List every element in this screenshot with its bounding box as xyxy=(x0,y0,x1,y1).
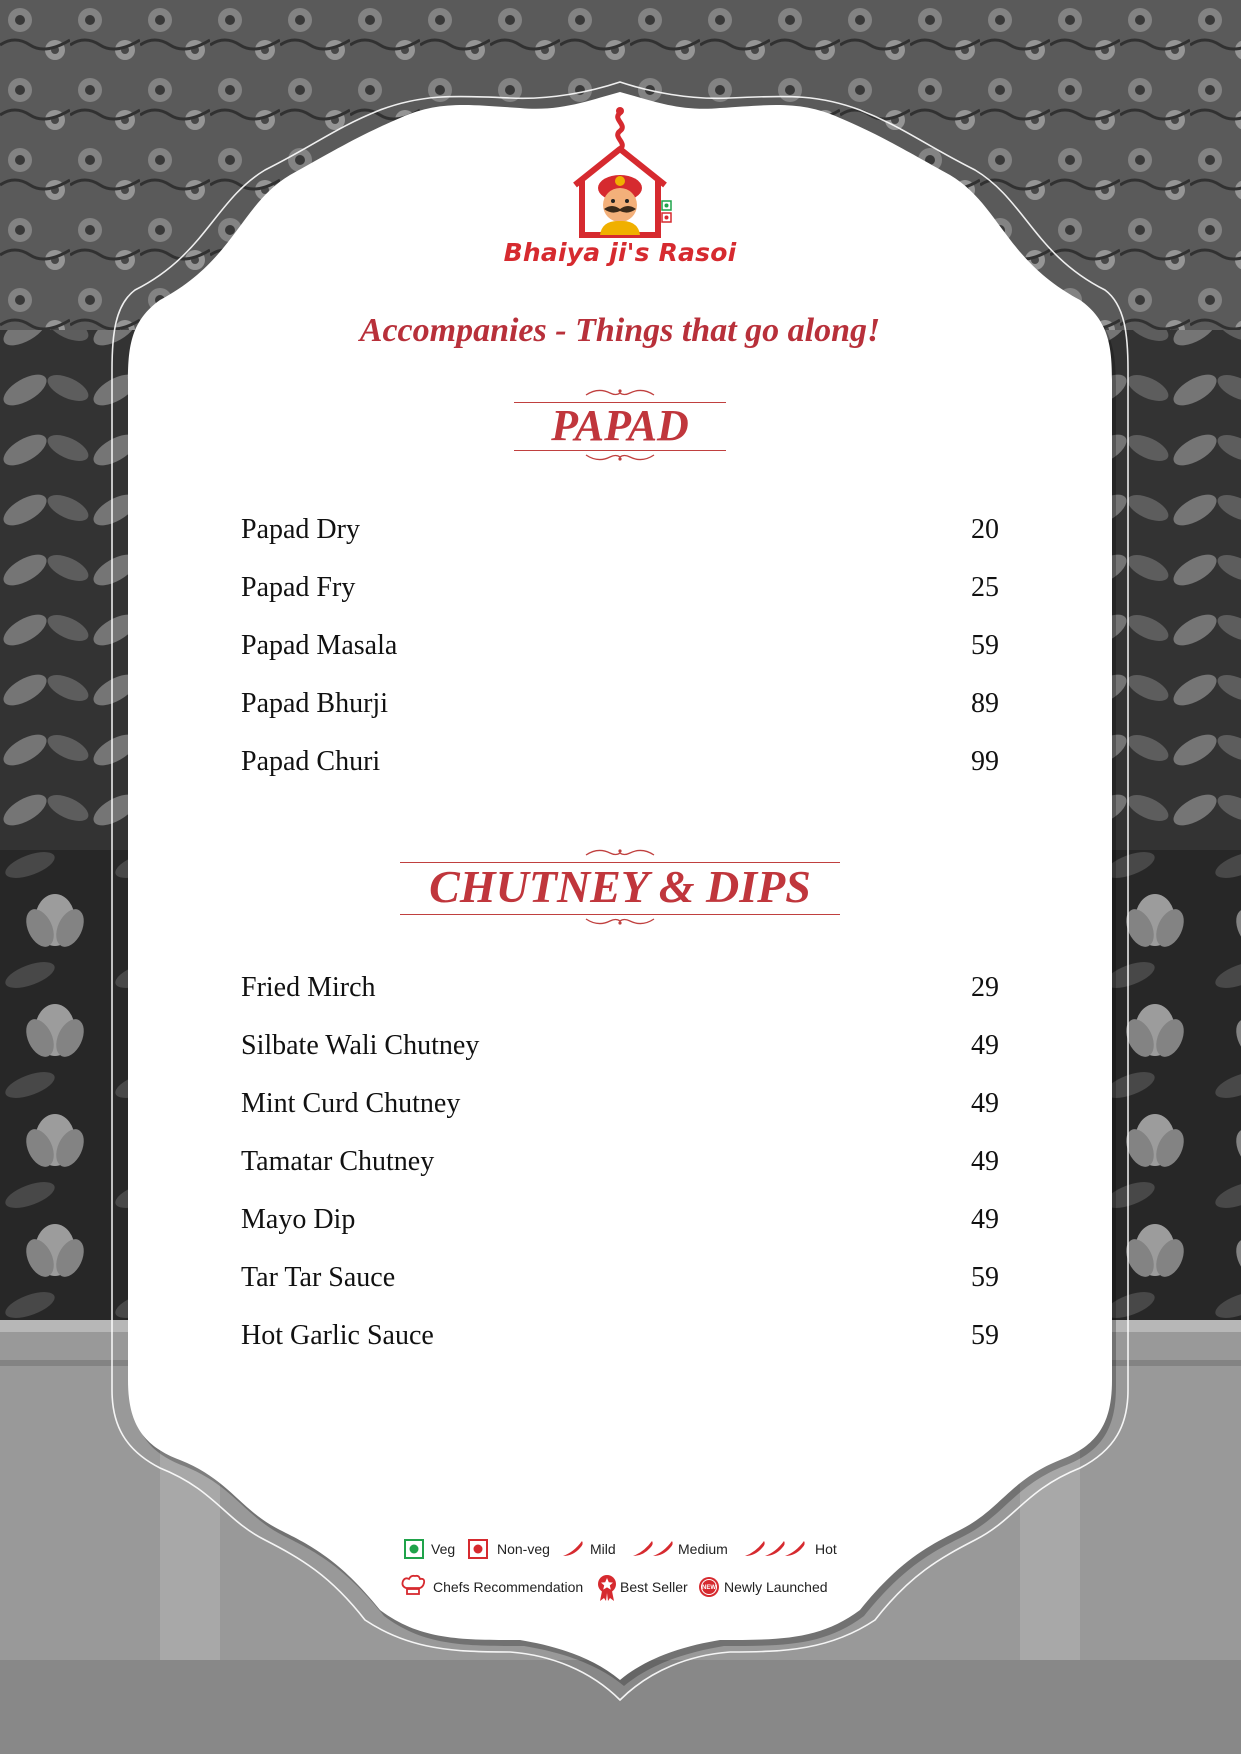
item-price: 59 xyxy=(971,630,999,661)
new-badge-text: NEW xyxy=(702,1585,716,1592)
legend-nonveg: Non-veg xyxy=(497,1541,550,1557)
item-price: 25 xyxy=(971,572,999,603)
item-name: Tar Tar Sauce xyxy=(241,1262,396,1293)
legend-chefs-recommendation: Chefs Recommendation xyxy=(433,1579,584,1595)
legend-best-seller: Best Seller xyxy=(620,1579,688,1595)
chef-hat-icon xyxy=(400,1574,426,1598)
item-name: Papad Churi xyxy=(241,746,381,777)
legend-veg: Veg xyxy=(431,1541,456,1557)
legend-hot: Hot xyxy=(815,1541,837,1557)
best-seller-icon xyxy=(596,1574,618,1602)
chili-mild-icon xyxy=(560,1538,586,1558)
chili-medium-icon xyxy=(630,1538,676,1558)
section-title: CHUTNEY & DIPS xyxy=(429,861,811,912)
item-name: Fried Mirch xyxy=(241,972,376,1003)
item-name: Papad Fry xyxy=(241,572,356,603)
item-price: 89 xyxy=(971,688,999,719)
item-name: Mint Curd Chutney xyxy=(241,1088,461,1119)
item-name: Papad Masala xyxy=(241,630,398,661)
item-name: Hot Garlic Sauce xyxy=(241,1320,434,1351)
item-name: Mayo Dip xyxy=(241,1204,356,1235)
item-name: Silbate Wali Chutney xyxy=(241,1030,480,1061)
chili-hot-icon xyxy=(742,1538,808,1558)
item-price: 49 xyxy=(971,1146,999,1177)
item-price: 59 xyxy=(971,1320,999,1351)
veg-icon xyxy=(404,1539,424,1559)
legend-newly-launched: Newly Launched xyxy=(724,1579,828,1595)
item-price: 29 xyxy=(971,972,999,1003)
item-price: 49 xyxy=(971,1204,999,1235)
newly-launched-icon xyxy=(698,1576,720,1598)
item-name: Papad Bhurji xyxy=(241,688,388,719)
item-price: 20 xyxy=(971,514,999,545)
nonveg-icon xyxy=(468,1539,488,1559)
item-name: Tamatar Chutney xyxy=(241,1146,435,1177)
item-price: 49 xyxy=(971,1030,999,1061)
item-name: Papad Dry xyxy=(241,514,360,545)
section-title: PAPAD xyxy=(551,401,689,450)
legend-medium: Medium xyxy=(678,1541,728,1557)
brand-name: Bhaiya ji's Rasoi xyxy=(503,238,737,267)
item-price: 59 xyxy=(971,1262,999,1293)
page-subtitle: Accompanies - Things that go along! xyxy=(359,312,881,349)
legend-mild: Mild xyxy=(590,1541,616,1557)
item-price: 99 xyxy=(971,746,999,777)
item-price: 49 xyxy=(971,1088,999,1119)
